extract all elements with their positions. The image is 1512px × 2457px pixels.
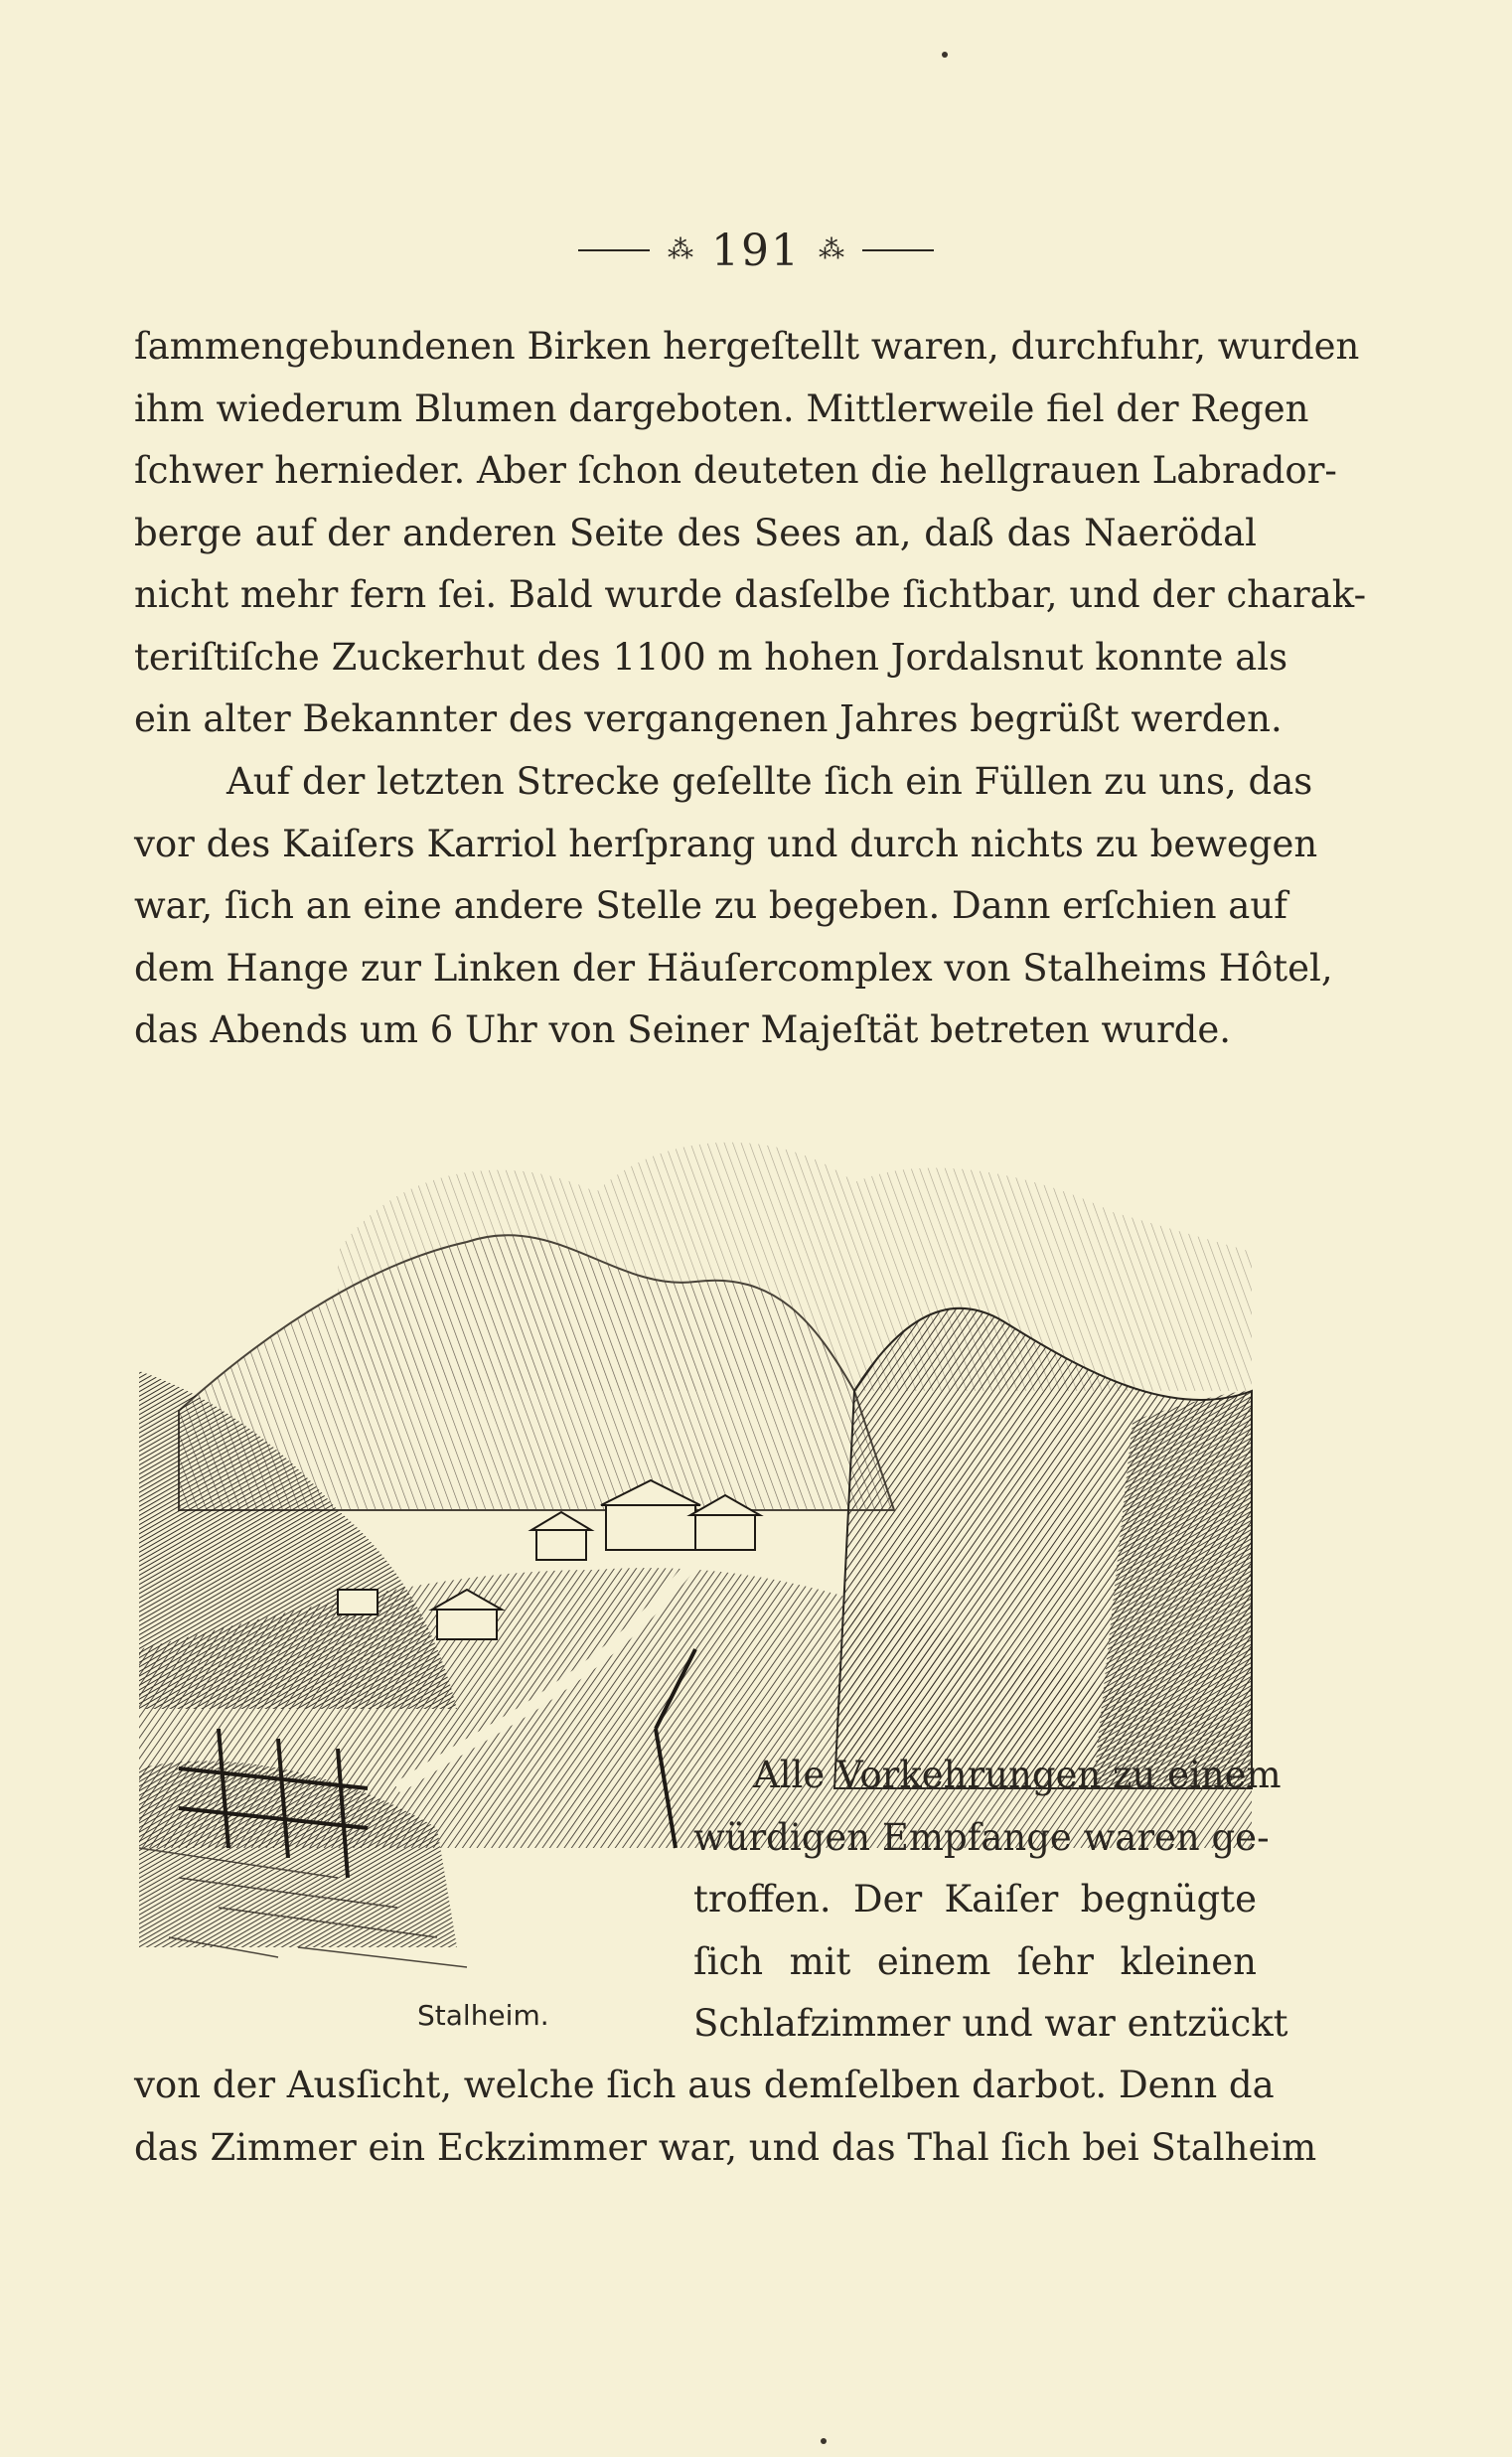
speck-mark	[821, 2438, 827, 2444]
text-line: ein alter Bekannter des vergangenen Jahres begrüßt werden.	[134, 697, 1283, 740]
text-line: war, ſich an eine andere Stelle zu begeben. Dann erſchien auf	[134, 884, 1287, 927]
header-rule-left	[578, 249, 650, 251]
text-line: vor des Kaiſers Karriol herſprang und durch nichts zu bewegen	[134, 822, 1318, 865]
paragraph-3	[693, 1745, 1288, 2056]
ornament-right-icon: ⁂	[818, 235, 844, 265]
text-line: Schlafzimmer und war entzückt	[693, 2002, 1288, 2045]
text-line: ihm wiederum Blumen dargeboten. Mittlerweile fiel der Regen	[134, 386, 1309, 430]
text-line: berge auf der anderen Seite des Sees an, daß das Naerödal	[134, 511, 1257, 554]
page-header	[0, 221, 1512, 280]
text-line: nicht mehr fern ſei. Bald wurde dasſelbe ſichtbar, und der charak-	[134, 573, 1367, 616]
header-rule-right	[862, 249, 934, 251]
text-line: das Abends um 6 Uhr von Seiner Majeſtät betreten wurde.	[134, 1008, 1232, 1051]
paragraph-2	[134, 751, 1333, 1062]
text-line: troffen. Der Kaiſer begnügte	[693, 1878, 1257, 1920]
text-line: von der Ausſicht, welche ſich aus demſelben darbot. Denn da	[134, 2064, 1275, 2106]
text-line: ſammengebundenen Birken hergeſtellt waren, durchfuhr, wurden	[134, 325, 1360, 368]
illustration-caption: Stalheim.	[417, 1999, 549, 2032]
ornament-left-icon: ⁂	[668, 235, 693, 265]
text-line: Auf der letzten Strecke geſellte ſich ein Füllen zu uns, das	[227, 760, 1313, 803]
paragraph-4	[134, 2055, 1317, 2179]
text-line: würdigen Empfange waren ge-	[693, 1815, 1270, 1859]
text-line: teriſtiſche Zuckerhut des 1100 m hohen Jordalsnut konnte als	[134, 635, 1288, 679]
text-line: das Zimmer ein Eckzimmer war, und das Thal ſich bei Stalheim	[134, 2125, 1317, 2169]
speck-mark	[942, 52, 948, 58]
text-line: ſchwer hernieder. Aber ſchon deuteten die hellgrauen Labrador-	[134, 449, 1337, 492]
page-number: 191	[711, 225, 801, 276]
text-line: Alle Vorkehrungen zu einem	[753, 1754, 1282, 1796]
text-line: dem Hange zur Linken der Häuſercomplex von Stalheims Hôtel,	[134, 946, 1333, 990]
text-line: ſich mit einem ſehr kleinen	[693, 1939, 1257, 1983]
paragraph-1	[134, 316, 1367, 751]
